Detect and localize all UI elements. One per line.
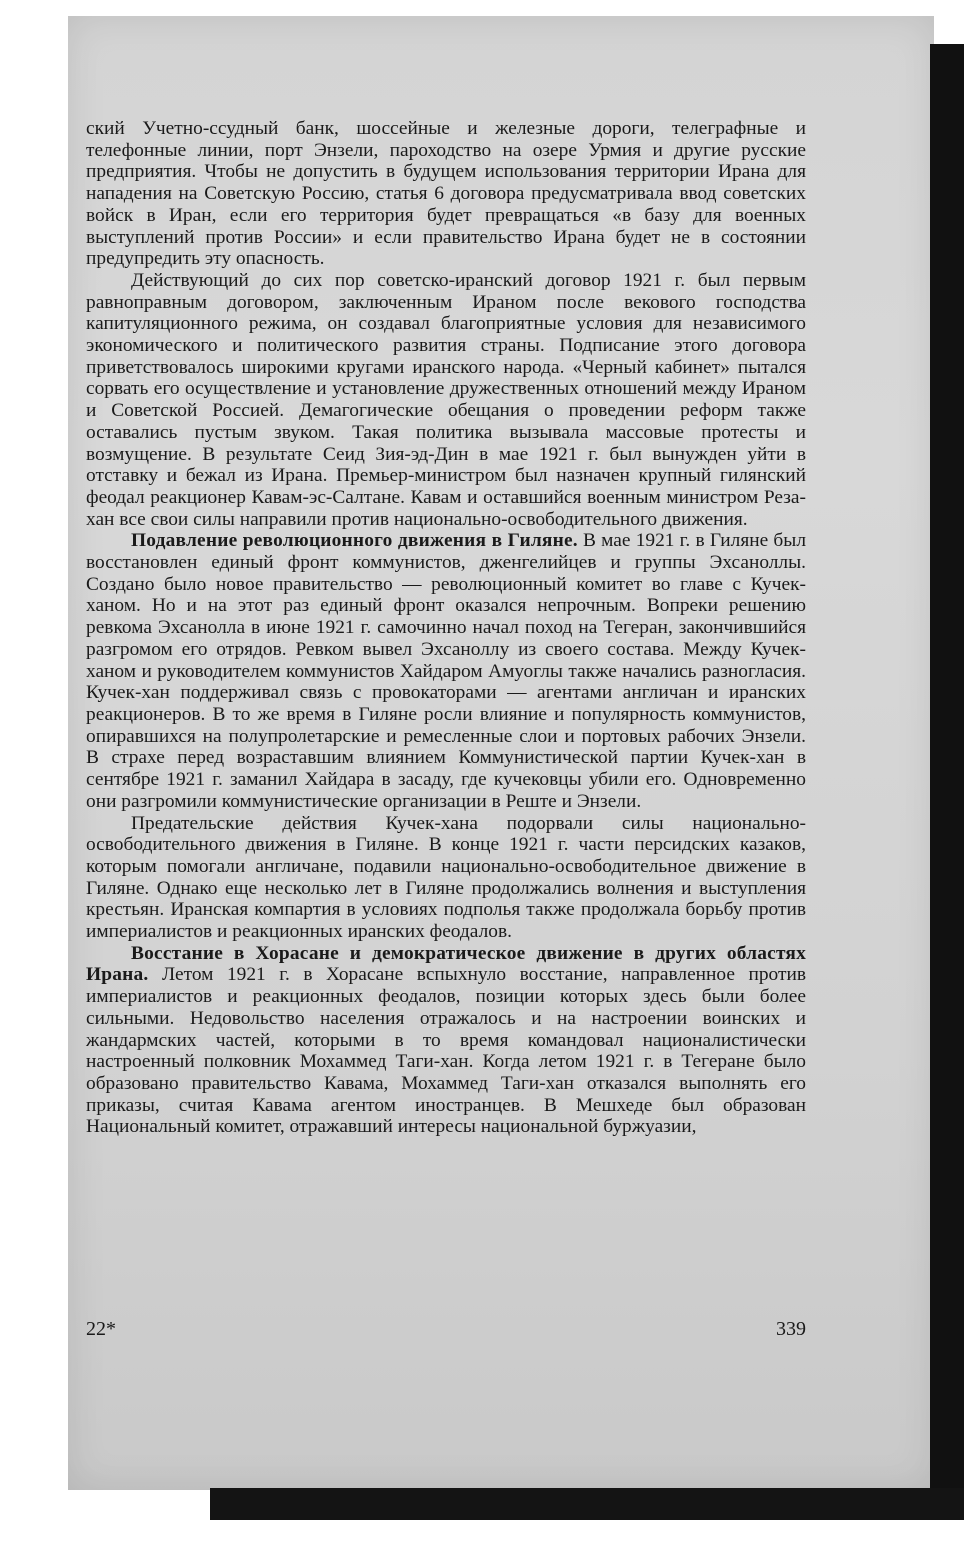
paragraph-1-text: ский Учетно-ссудный банк, шоссейные и железные дороги, телеграфные и телефонные линии, порт Энзели, пароходство на озере Урмия и другие русские предприятия. Чтобы не допустить в будущем использования территории Ирана для нападения на Советскую Россию, статья 6 договора предусматривала ввод советских войск в Иран, если его территория будет превращаться «в базу для военных выступлений против России» и если правительство Ирана будет не в состоянии предупредить эту опасность.: [86, 118, 806, 270]
page-number: 339: [776, 1318, 806, 1340]
section-heading-khorasan: Восстание в Хорасане и демократическое движение в других областях Ирана.: [86, 942, 806, 986]
paragraph-5-text: Летом 1921 г. в Хорасане вспыхнуло восстание, направленное против империалистов и реакционных феодалов, позиции которых здесь были более сильными. Недовольство населения отражалось и на настроении воинских и жандармских частей, которыми в то время командовал националистически настроенный полковник Мохаммед Таги-хан. Когда летом 1921 г. в Тегеране было образовано правительство Кавама, Мохаммед Таги-хан отказался выполнять его приказы, считая Кавама агентом иностранцев. В Мешхеде был образован Национальный комитет, отражавший интересы национальной буржуазии,: [86, 964, 806, 1138]
paragraph-1: [86, 118, 806, 270]
scan-edge-right: [930, 44, 964, 1516]
paragraph-2-text: Действующий до сих пор советско-иранский договор 1921 г. был первым равноправным договором, заключенным Ираном после векового господства капитуляционного режима, он создавал благоприятные условия для независимого экономического и политического развития страны. Подписание этого договора приветствовалось широкими кругами иранского народа. «Черный кабинет» пытался сорвать его осуществление и установление дружественных отношений между Ираном и Советской Россией. Демагогические обещания о проведении реформ также оставались пустым звуком. Такая политика вызывала массовые протесты и возмущение. В результате Сеид Зия-эд-Дин в мае 1921 г. был вынужден уйти в отставку и бежал из Ирана. Премьер-министром был назначен крупный гилянский феодал реакционер Кавам-эс-Салтане. Кавам и оставшийся военным министром Реза-хан все свои силы направили против национально-освободительного движения.: [86, 269, 806, 530]
section-heading-gilan: Подавление революционного движения в Гиляне.: [131, 530, 578, 552]
paragraph-3-text: В мае 1921 г. в Гиляне был восстановлен единый фронт коммунистов, дженгелийцев и группы Эхсаноллы. Создано было новое правительство — революционный комитет во главе с Кучек-ханом. Но и на этот раз единый фронт оказался непрочным. Вопреки решению ревкома Эхсанолла в июне 1921 г. самочинно начал поход на Тегеран, закончившийся разгромом его отрядов. Ревком вывел Эхсаноллу из своего состава. Между Кучек-ханом и руководителем коммунистов Хайдаром Амуоглы также начались разногласия. Кучек-хан поддерживал связь с провокаторами — агентами англичан и иранских реакционеров. В то же время в Гиляне росли влияние и популярность коммунистов, опиравшихся на полупролетарские и ремесленные слои и портовых рабочих Энзели. В страхе перед возраставшим влиянием Коммунистической партии Кучек-хан в сентябре 1921 г. заманил Хайдара в засаду, где кучековцы убили его. Одновременно они разгромили коммунистические организации в Реште и Энзели.: [86, 530, 807, 812]
paragraph-4: [86, 813, 806, 943]
paragraph-4-text: Предательские действия Кучек-хана подорвали силы национально-освободительного движения в Гиляне. В конце 1921 г. части персидских казаков, которым помогали англичане, подавили национально-освободительное движение в Гиляне. Однако еще несколько лет в Гиляне продолжались волнения и выступления крестьян. Иранская компартия в условиях подполья также продолжала борьбу против империалистов и реакционных иранских феодалов.: [86, 812, 806, 943]
body-text: [86, 118, 806, 1138]
scan-edge-bottom: [210, 1488, 964, 1520]
paragraph-2: [86, 270, 806, 530]
paragraph-3: [86, 530, 806, 812]
paragraph-5: [86, 943, 806, 1138]
signature-mark: 22*: [86, 1318, 116, 1340]
